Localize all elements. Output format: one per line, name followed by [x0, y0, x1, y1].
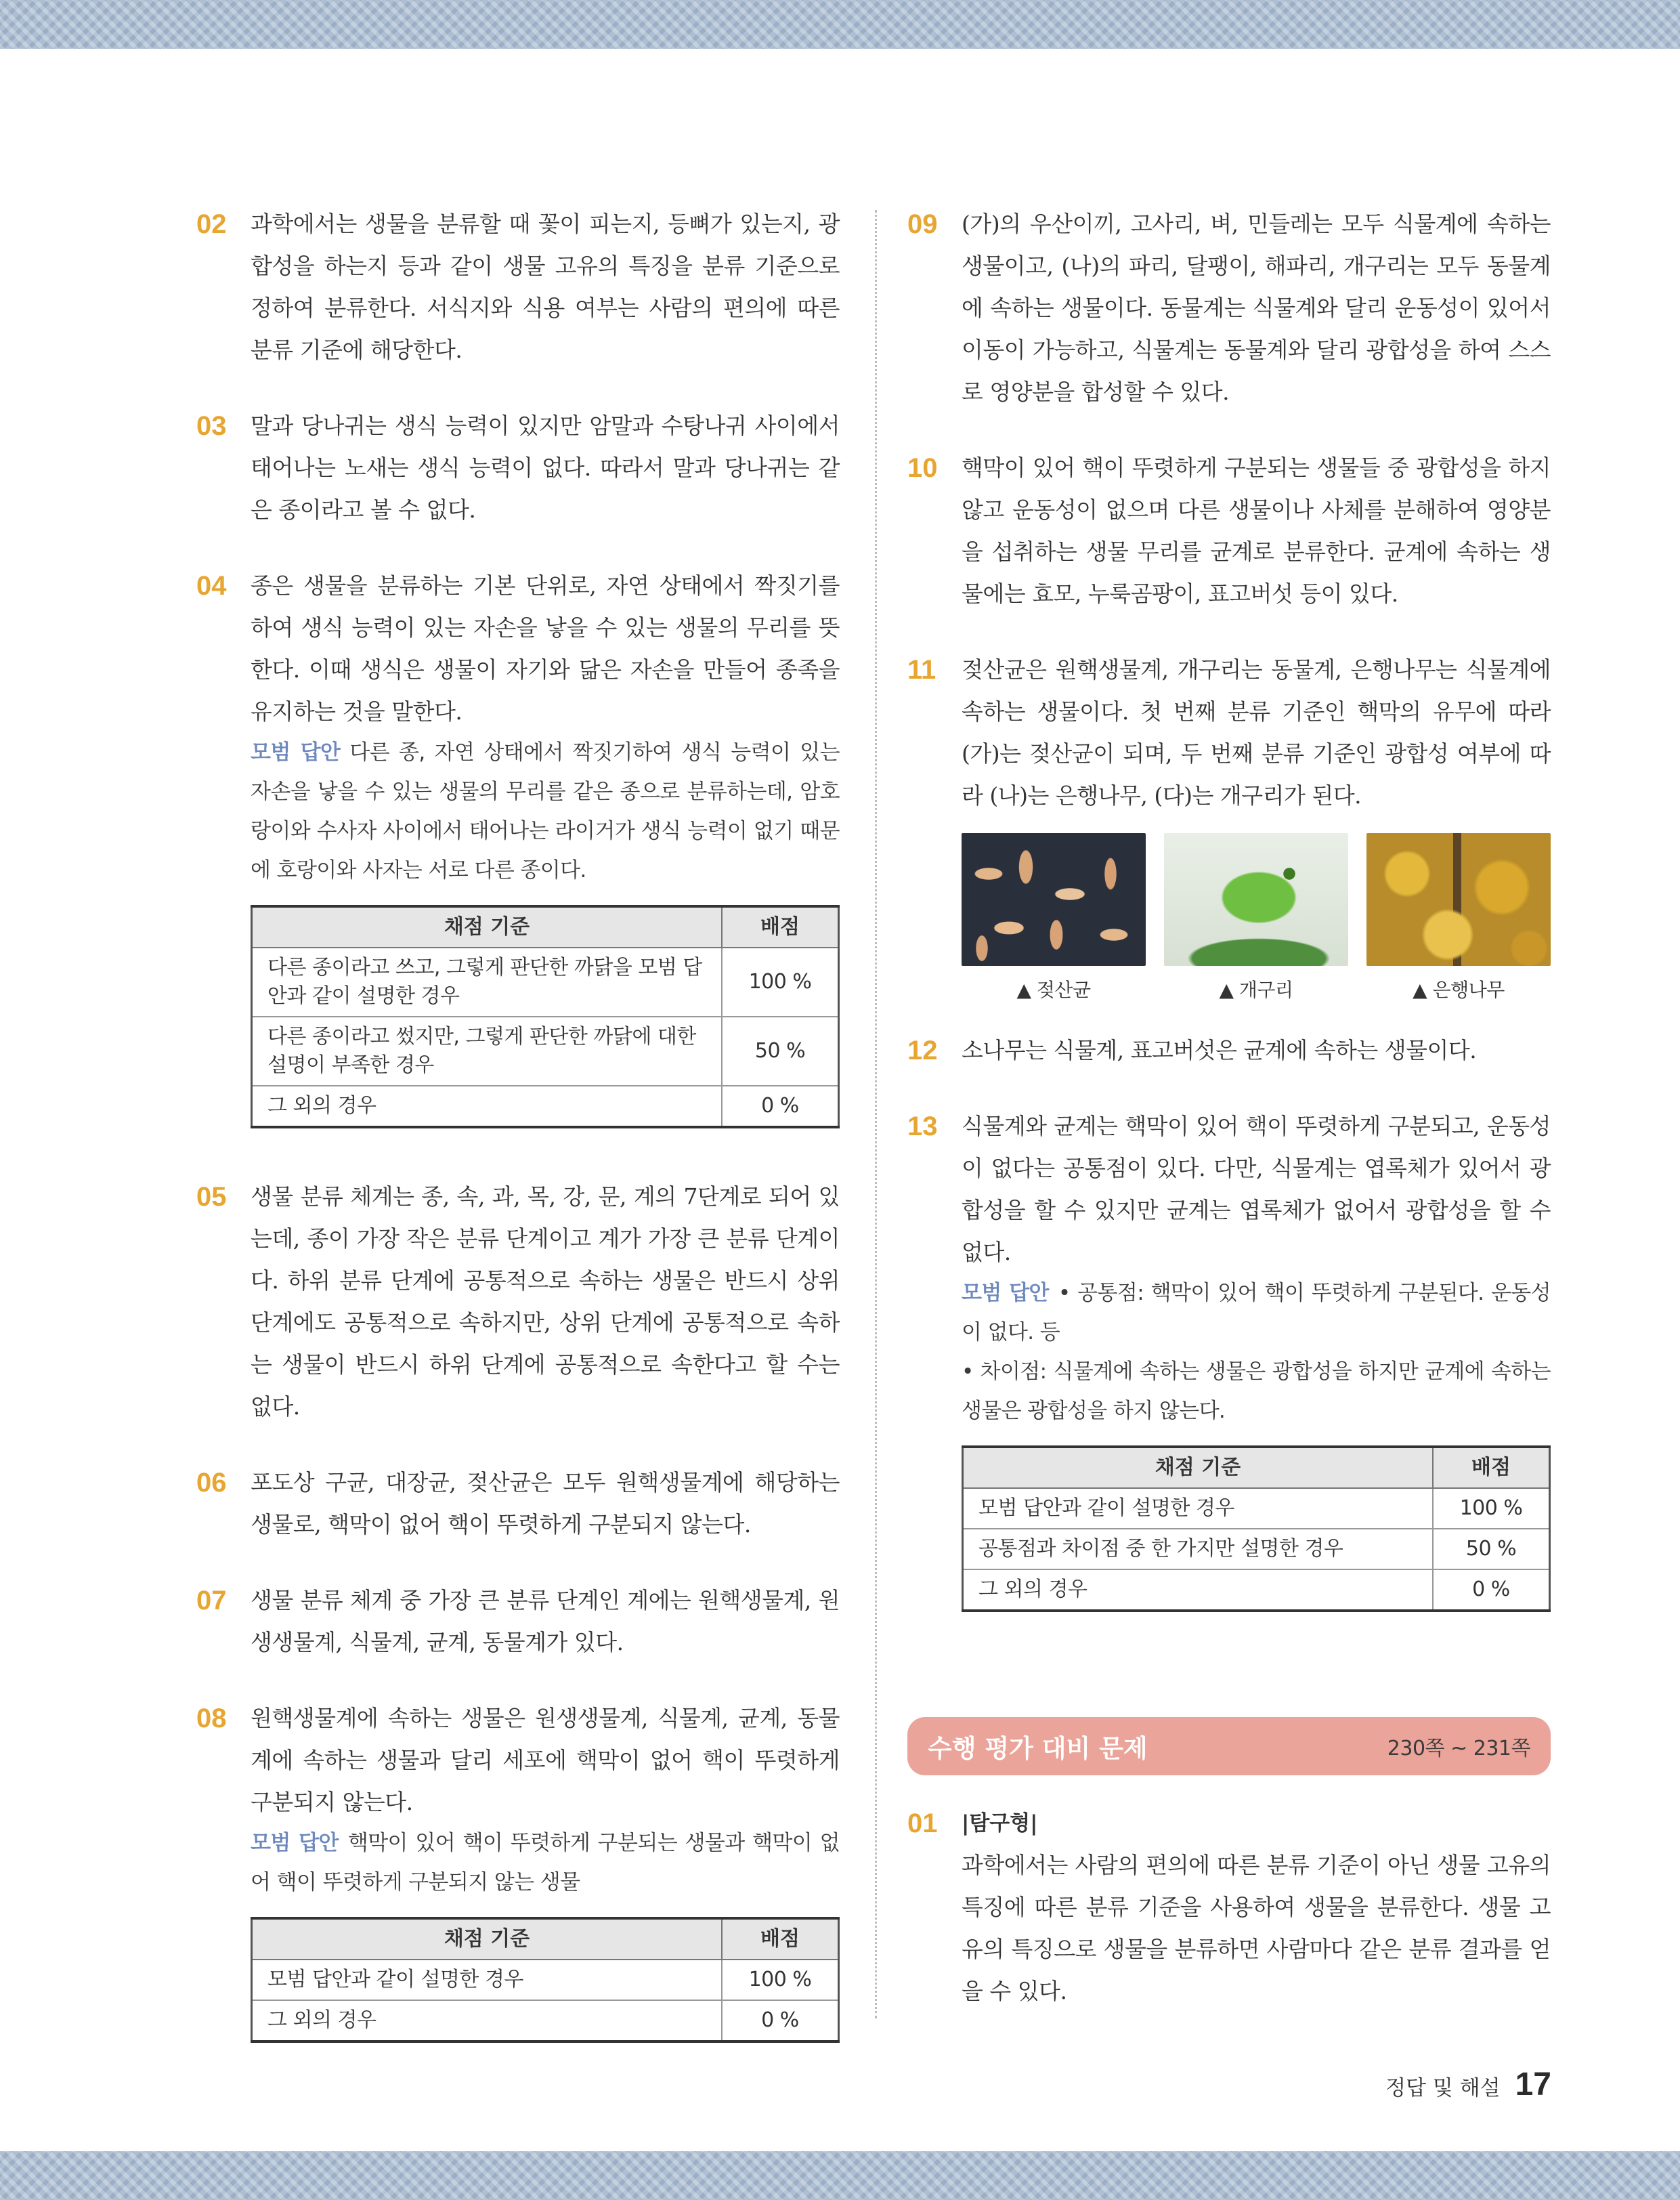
photo-caption: ▲ 은행나무: [1413, 979, 1505, 1001]
answer-10: [907, 447, 1551, 615]
photo-caption: ▲ 젖산균: [1016, 979, 1091, 1001]
criteria-cell: 그 외의 경우: [963, 1569, 1434, 1611]
criteria-cell: 모범 답안과 같이 설명한 경우: [252, 1960, 723, 2000]
explanation-text: 젖산균은 원핵생물계, 개구리는 동물계, 은행나무는 식물계에 속하는 생물이다. 첫 번째 분류 기준인 핵막의 유무에 따라 (가)는 젖산균이 되며, 두 번째 분류 기준인 광합성 여부에 따라 (나)는 은행나무, (다)는 개구리가 된다.: [962, 656, 1551, 809]
section-title: 수행 평가 대비 문제: [928, 1734, 1148, 1763]
model-answer-continued: • 차이점: 식물계에 속하는 생물은 광합성을 하지만 균계에 속하는 생물은 광합성을 하지 않는다.: [962, 1359, 1551, 1423]
table-row: [963, 1488, 1550, 1529]
explanation-text: 생물 분류 체계는 종, 속, 과, 목, 강, 문, 계의 7단계로 되어 있는데, 종이 가장 작은 분류 단계이고 계가 가장 큰 분류 단계이다. 하위 분류 단계에 공통적으로 속하는 생물은 반드시 상위 단계에도 공통적으로 속하지만, 상위 단계에 공통적으로 속하는 생물이 반드시 하위 단계에 공통적으로 속한다고 할 수는 없다.: [251, 1183, 840, 1420]
right-column: [907, 203, 1551, 2046]
answer-06: [196, 1462, 840, 1546]
table-row: [963, 1569, 1550, 1611]
points-cell: 100 %: [1433, 1488, 1550, 1529]
table-row: [252, 1017, 839, 1086]
question-number: 10: [907, 453, 938, 483]
page-footer: [1385, 2066, 1551, 2103]
explanation-text: 포도상 구균, 대장균, 젖산균은 모두 원핵생물계에 해당하는 생물로, 핵막이 없어 핵이 뚜렷하게 구분되지 않는다.: [251, 1469, 840, 1538]
model-answer-label: 모범 답안: [962, 1281, 1049, 1305]
explanation-text: 소나무는 식물계, 표고버섯은 균계에 속하는 생물이다.: [962, 1037, 1477, 1063]
answer-07: [196, 1580, 840, 1664]
explanation-text: 원핵생물계에 속하는 생물은 원생생물계, 식물계, 균계, 동물계에 속하는 생물과 달리 세포에 핵막이 없어 핵이 뚜렷하게 구분되지 않는다.: [251, 1705, 840, 1815]
criteria-cell: 모범 답안과 같이 설명한 경우: [963, 1488, 1434, 1529]
question-number: 11: [907, 655, 936, 685]
points-cell: 50 %: [722, 1017, 839, 1086]
top-pattern-band: [0, 0, 1680, 49]
question-number: 13: [907, 1112, 938, 1141]
model-answer-text: 다른 종, 자연 상태에서 짝짓기하여 생식 능력이 있는 자손을 낳을 수 있는 생물의 무리를 같은 종으로 분류하는데, 암호랑이와 수사자 사이에서 태어나는 라이거가 생식 능력이 없기 때문에 호랑이와 사자는 서로 다른 종이다.: [251, 740, 840, 883]
table-row: [252, 1960, 839, 2000]
answer-12: [907, 1030, 1551, 1072]
question-number: 02: [196, 209, 227, 239]
photo-caption: ▲ 개구리: [1219, 979, 1293, 1001]
performance-answer-01: [907, 1802, 1551, 2012]
ginkgo-photo: [1366, 833, 1551, 1002]
organism-photos: [907, 833, 1551, 1002]
table-row: [252, 948, 839, 1017]
question-number: 12: [907, 1036, 938, 1065]
table-row: [252, 2000, 839, 2042]
answer-08: [196, 1697, 840, 2043]
model-answer-label: 모범 답안: [251, 740, 341, 765]
question-number: 09: [907, 209, 938, 239]
answer-02: [196, 203, 840, 371]
points-cell: 0 %: [1433, 1569, 1550, 1611]
points-cell: 50 %: [1433, 1529, 1550, 1569]
scoring-table: [251, 905, 840, 1128]
answer-11: [907, 649, 1551, 817]
question-number: 01: [907, 1808, 938, 1838]
points-header: 배점: [722, 1918, 839, 1960]
points-cell: 0 %: [722, 2000, 839, 2042]
answer-04: [196, 565, 840, 1128]
criteria-header: 채점 기준: [252, 906, 723, 948]
question-number: 06: [196, 1468, 227, 1498]
criteria-header: 채점 기준: [963, 1447, 1434, 1488]
left-column: [196, 203, 840, 2077]
points-cell: 0 %: [722, 1086, 839, 1127]
model-answer-text: • 공통점: 핵막이 있어 핵이 뚜렷하게 구분된다. 운동성이 없다. 등: [962, 1281, 1551, 1345]
explanation-text: (가)의 우산이끼, 고사리, 벼, 민들레는 모두 식물계에 속하는 생물이고, (나)의 파리, 달팽이, 해파리, 개구리는 모두 동물계에 속하는 생물이다. 동물계는 식물계와 달리 운동성이 있어서 이동이 가능하고, 식물계는 동물계와 달리 광합성을 하여 스스로 영양분을 합성할 수 있다.: [962, 211, 1551, 405]
question-type-tag: |탐구형|: [962, 1811, 1038, 1836]
column-divider: [875, 210, 877, 2018]
points-header: 배점: [722, 906, 839, 948]
question-number: 03: [196, 411, 227, 441]
bottom-pattern-band: [0, 2151, 1680, 2200]
answer-13: [907, 1105, 1551, 1612]
criteria-cell: 다른 종이라고 썼지만, 그렇게 판단한 까닭에 대한 설명이 부족한 경우: [252, 1017, 723, 1086]
scoring-table: [962, 1445, 1551, 1612]
explanation-text: 핵막이 있어 핵이 뚜렷하게 구분되는 생물들 중 광합성을 하지 않고 운동성이 없으며 다른 생물이나 사체를 분해하여 영양분을 섭취하는 생물 무리를 균계로 분류한다. 균계에 속하는 생물에는 효모, 누룩곰팡이, 표고버섯 등이 있다.: [962, 454, 1551, 607]
page-number: 17: [1515, 2067, 1551, 2102]
model-answer: [251, 1823, 840, 1902]
frog-photo: [1164, 833, 1348, 1002]
criteria-cell: 다른 종이라고 쓰고, 그렇게 판단한 까닭을 모범 답안과 같이 설명한 경우: [252, 948, 723, 1017]
explanation-text: 과학에서는 생물을 분류할 때 꽃이 피는지, 등뼈가 있는지, 광합성을 하는지 등과 같이 생물 고유의 특징을 분류 기준으로 정하여 분류한다. 서식지와 식용 여부는 사람의 편의에 따른 분류 기준에 해당한다.: [251, 211, 840, 363]
explanation-text: 과학에서는 사람의 편의에 따른 분류 기준이 아닌 생물 고유의 특징에 따른 분류 기준을 사용하여 생물을 분류한다. 생물 고유의 특징으로 생물을 분류하면 사람마다 같은 분류 결과를 얻을 수 있다.: [962, 1852, 1551, 2004]
criteria-cell: 그 외의 경우: [252, 2000, 723, 2042]
model-answer: [251, 733, 840, 890]
scoring-table: [251, 1917, 840, 2043]
table-row: [963, 1529, 1550, 1569]
criteria-cell: 공통점과 차이점 중 한 가지만 설명한 경우: [963, 1529, 1434, 1569]
question-number: 05: [196, 1182, 227, 1212]
ginkgo-image: [1366, 833, 1551, 966]
points-cell: 100 %: [722, 948, 839, 1017]
section-header: [907, 1717, 1551, 1775]
explanation-text: 말과 당나귀는 생식 능력이 있지만 암말과 수탕나귀 사이에서 태어나는 노새는 생식 능력이 없다. 따라서 말과 당나귀는 같은 종이라고 볼 수 없다.: [251, 412, 840, 523]
lactobacillus-photo: [962, 833, 1146, 1002]
points-cell: 100 %: [722, 1960, 839, 2000]
model-answer-label: 모범 답안: [251, 1831, 339, 1855]
points-header: 배점: [1433, 1447, 1550, 1488]
question-number: 08: [196, 1704, 227, 1733]
criteria-header: 채점 기준: [252, 1918, 723, 1960]
model-answer-text: 핵막이 있어 핵이 뚜렷하게 구분되는 생물과 핵막이 없어 핵이 뚜렷하게 구분되지 않는 생물: [251, 1831, 840, 1895]
frog-image: [1164, 833, 1348, 966]
question-number: 07: [196, 1586, 227, 1615]
question-number: 04: [196, 571, 227, 601]
explanation-text: 식물계와 균계는 핵막이 있어 핵이 뚜렷하게 구분되고, 운동성이 없다는 공통점이 있다. 다만, 식물계는 엽록체가 있어서 광합성을 할 수 있지만 균계는 엽록체가 없어서 광합성을 할 수 없다.: [962, 1113, 1551, 1265]
explanation-text: 종은 생물을 분류하는 기본 단위로, 자연 상태에서 짝짓기를 하여 생식 능력이 있는 자손을 낳을 수 있는 생물의 무리를 뜻한다. 이때 생식은 생물이 자기와 닮은 자손을 만들어 종족을 유지하는 것을 말한다.: [251, 572, 840, 725]
section-page-range: 230쪽 ~ 231쪽: [1387, 1737, 1530, 1760]
table-row: [252, 1086, 839, 1127]
criteria-cell: 그 외의 경우: [252, 1086, 723, 1127]
answer-09: [907, 203, 1551, 413]
model-answer: [962, 1273, 1551, 1352]
footer-label: 정답 및 해설: [1385, 2076, 1501, 2100]
explanation-text: 생물 분류 체계 중 가장 큰 분류 단계인 계에는 원핵생물계, 원생생물계, 식물계, 균계, 동물계가 있다.: [251, 1587, 840, 1655]
answer-03: [196, 405, 840, 531]
bacteria-image: [962, 833, 1146, 966]
answer-05: [196, 1176, 840, 1428]
